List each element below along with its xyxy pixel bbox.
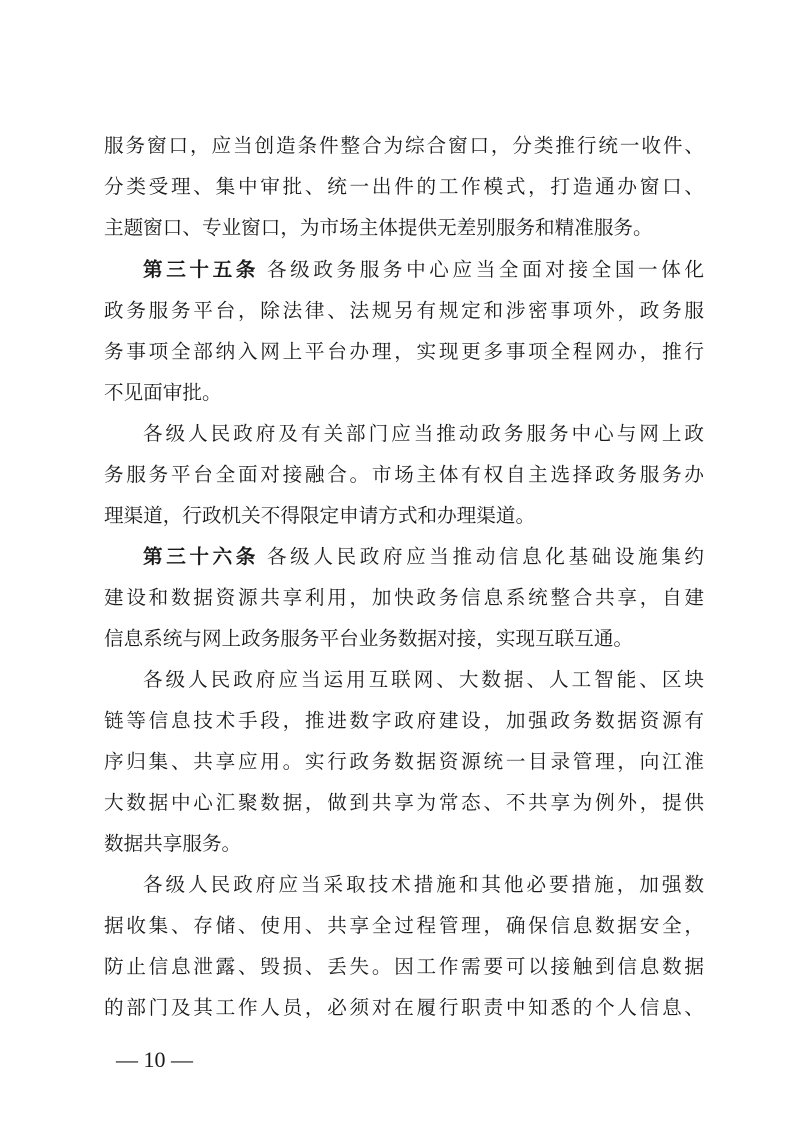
text-line: 信息系统与网上政务服务平台业务数据对接，实现互联互通。 <box>104 627 634 650</box>
text-line: 链等信息技术手段，推进数字政府建设，加强政务数据资源有 <box>104 709 704 732</box>
article-36-text: 各级人民政府应当推动信息化基础设施集约 <box>266 545 705 568</box>
text-line: 防止信息泄露、毁损、丢失。因工作需要可以接触到信息数据 <box>104 955 704 978</box>
text-line: 理渠道，行政机关不得限定申请方式和办理渠道。 <box>104 504 536 527</box>
text-line: 务服务平台全面对接融合。市场主体有权自主选择政务服务办 <box>104 463 704 486</box>
text-line: 数据共享服务。 <box>104 832 242 855</box>
article-35-text: 各级政务服务中心应当全面对接全国一体化 <box>266 258 705 281</box>
text-line: 务事项全部纳入网上平台办理，实现更多事项全程网办，推行 <box>104 340 704 363</box>
text-line: 分类受理、集中审批、统一出件的工作模式，打造通办窗口、 <box>104 175 704 198</box>
page-number: — 10 — <box>116 1047 193 1072</box>
text-line: 据收集、存储、使用、共享全过程管理，确保信息数据安全， <box>104 914 704 937</box>
article-36-heading: 第三十六条 <box>143 545 259 568</box>
paragraph-first-line: 各级人民政府及有关部门应当推动政务服务中心与网上政 <box>143 422 704 445</box>
text-line: 不见面审批。 <box>104 381 222 404</box>
article-35-first-line <box>143 250 704 290</box>
text-line: 的部门及其工作人员，必须对在履行职责中知悉的个人信息、 <box>104 996 704 1019</box>
text-line: 主题窗口、专业窗口，为市场主体提供无差别服务和精准服务。 <box>104 216 653 239</box>
text-line: 建设和数据资源共享利用，加快政务信息系统整合共享，自建 <box>104 586 704 609</box>
text-line: 大数据中心汇聚数据，做到共享为常态、不共享为例外，提供 <box>104 791 704 814</box>
text-line: 序归集、共享应用。实行政务数据资源统一目录管理，向江淮 <box>104 750 704 773</box>
paragraph-first-line: 各级人民政府应当运用互联网、大数据、人工智能、区块 <box>143 668 704 691</box>
article-36-first-line <box>143 537 704 577</box>
text-line: 政务服务平台，除法律、法规另有规定和涉密事项外，政务服 <box>104 299 704 322</box>
text-line: 服务窗口，应当创造条件整合为综合窗口，分类推行统一收件、 <box>104 134 704 157</box>
paragraph-first-line: 各级人民政府应当采取技术措施和其他必要措施，加强数 <box>143 873 704 896</box>
article-35-heading: 第三十五条 <box>143 258 259 281</box>
